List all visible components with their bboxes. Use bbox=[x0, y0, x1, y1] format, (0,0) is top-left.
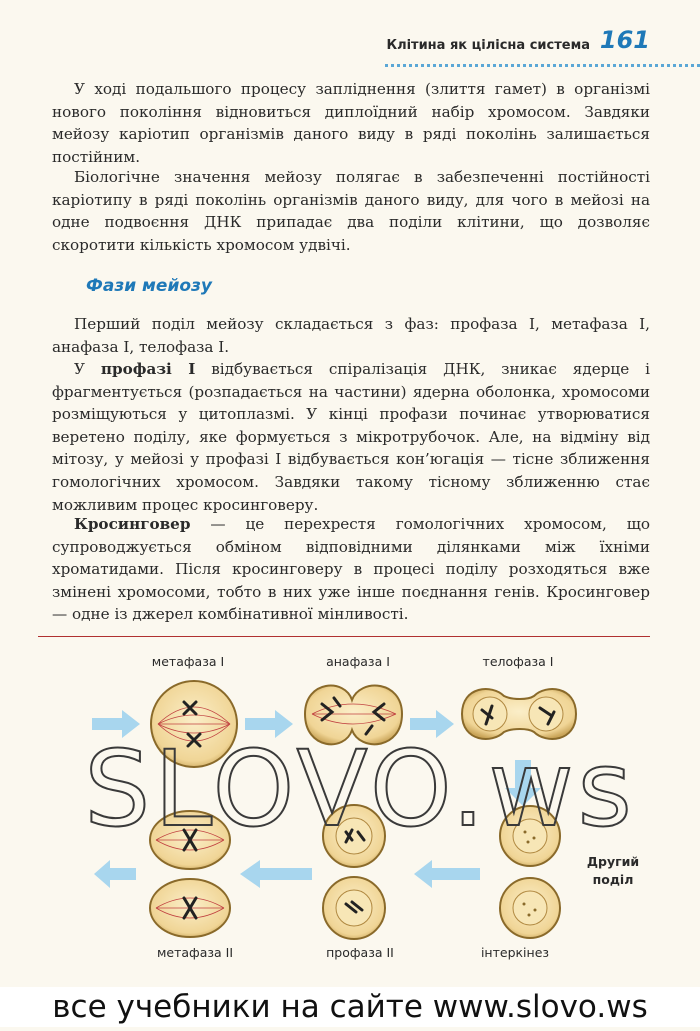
cell-metaphase-1 bbox=[151, 681, 237, 767]
label-anaphase-1: анафаза І bbox=[326, 654, 390, 669]
header-dotted-line bbox=[385, 64, 700, 67]
arrow-right-icon bbox=[410, 710, 454, 738]
label-metaphase-1: метафаза І bbox=[151, 654, 225, 669]
cell-anaphase-1 bbox=[305, 686, 402, 745]
crossing-over-body-text: — це перехрестя гомологічних хромосом, що супроводжується обміном відповідними ділянками між їхніми хроматидами. Після кросинговеру в процесі поділу розходяться вже змінені хромосоми, тобто в них уже інше поєднання генів. Кросинговер — одне із джерел комбінативної мінливості. bbox=[52, 515, 650, 624]
paragraph-fertilization: У ході подальшого процесу запліднення (злиття гамет) в організмі нового покоління відновиться диплоїдний набір хромосом. Завдяки мейозу каріотип організмів даного виду в ряді поколінь залишається постійним. bbox=[52, 80, 650, 166]
section-heading: Фази мейозу bbox=[86, 276, 213, 296]
cell-metaphase-2-top bbox=[150, 811, 230, 869]
label-second-division-line2: поділ bbox=[592, 872, 634, 887]
running-title: Клітина як цілісна система bbox=[386, 38, 590, 53]
cell-interkinesis bbox=[500, 878, 560, 938]
label-telophase-1: телофаза І bbox=[482, 654, 554, 669]
arrow-left-icon bbox=[414, 860, 480, 888]
prophase-start-text: У bbox=[74, 360, 101, 378]
meiosis-diagram bbox=[0, 640, 700, 970]
cell-telophase-1 bbox=[462, 689, 576, 739]
arrow-left-icon bbox=[94, 860, 136, 888]
label-prophase-2: профаза ІІ bbox=[326, 945, 394, 960]
label-metaphase-2: метафаза ІІ bbox=[156, 945, 234, 960]
label-second-division-line1: Другий bbox=[586, 854, 640, 869]
paragraph-crossing-over bbox=[52, 513, 650, 626]
meiosis-figure bbox=[0, 640, 700, 970]
crossing-over-term: Кросинговер bbox=[74, 515, 191, 533]
paragraph-first-division: Перший поділ мейозу складається з фаз: профаза І, метафаза І, анафаза І, телофаза І. bbox=[52, 315, 650, 356]
cell-prophase-2 bbox=[323, 877, 385, 939]
arrow-right-icon bbox=[92, 710, 140, 738]
arrow-left-icon bbox=[240, 860, 312, 888]
arrow-down-icon bbox=[505, 760, 541, 806]
paragraph-meiosis-significance: Біологічне значення мейозу полягає в забезпеченні постійності каріотипу в ряді поколінь організмів даного виду, для чого в мейозі на одне подвоєння ДНК припадає два поділи клітини, що дозволяє скоротити кількість хромосом удвічі. bbox=[52, 168, 650, 254]
page-number: 161 bbox=[599, 26, 650, 54]
paragraph-prophase-1 bbox=[52, 358, 650, 516]
cell-second-division-top bbox=[500, 806, 560, 866]
footer-banner[interactable]: все учебники на сайте www.slovo.ws bbox=[0, 987, 700, 1027]
cell-metaphase-2 bbox=[150, 879, 230, 937]
page-header bbox=[0, 28, 700, 68]
watermark: SLOVO.ws bbox=[84, 728, 636, 850]
prophase-term: профазі І bbox=[100, 360, 196, 378]
arrow-right-icon bbox=[245, 710, 293, 738]
figure-divider bbox=[38, 636, 650, 637]
prophase-body-text: відбувається спіралізація ДНК, зникає ядерце і фрагментується (розпадається на частини) ядерна оболонка, хромосоми розміщуються у цитоплазмі. У кінці профази починає утворюватися веретено поділу, яке формується з мікротрубочок. Але, на відміну від мітозу, у мейозі у профазі І відбувається кон’югація — тісне зближення гомологічних хромосом. Завдяки такому тісному зближенню стає можливим процес кросинговеру. bbox=[52, 360, 650, 514]
cell-prophase-2-top bbox=[323, 805, 385, 867]
label-interkinesis: інтеркінез bbox=[480, 945, 550, 960]
